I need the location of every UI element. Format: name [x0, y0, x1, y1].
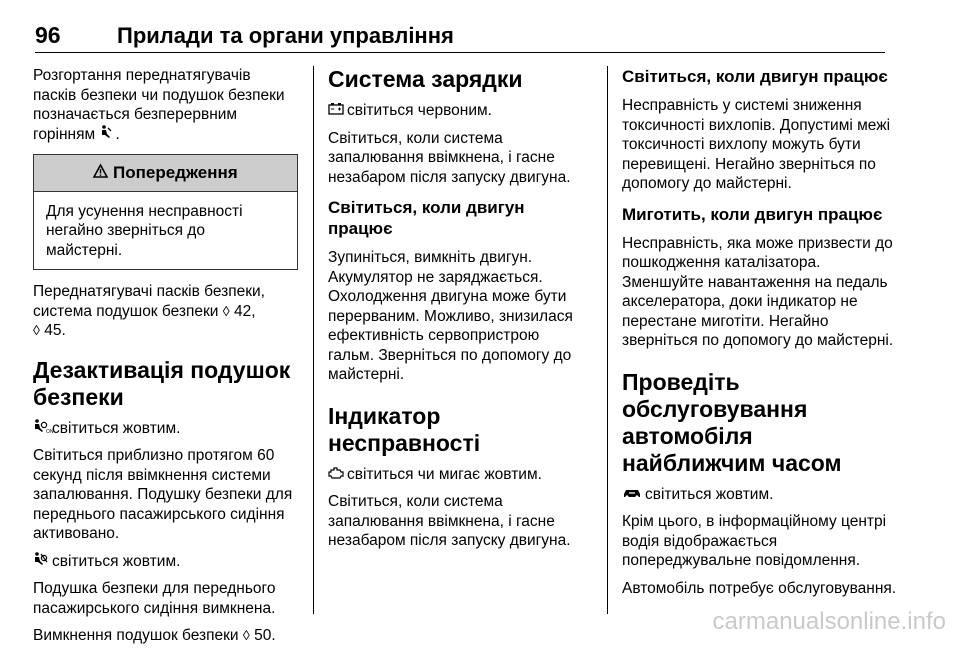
page-title: Прилади та органи управління: [117, 23, 454, 48]
engine-malfunction-icon: [328, 465, 344, 485]
page-ref[interactable]: 50.: [254, 627, 276, 644]
indicator-text: світиться червоним.: [347, 102, 492, 119]
column-1: [33, 66, 298, 654]
paragraph: Світиться, коли система запалювання ввімкнена, і гасне незабаром після запуску двигуна.: [328, 129, 571, 186]
indicator-text: світиться жовтим.: [52, 552, 181, 570]
warning-box: [33, 154, 298, 270]
paragraph: [622, 485, 897, 505]
page-ref[interactable]: 45.: [44, 322, 66, 339]
airbag-on-icon: [33, 419, 54, 439]
page-header: [35, 22, 885, 53]
section-heading: Дезактивація подушок безпеки: [33, 356, 291, 410]
airbag-off-icon: [33, 552, 49, 572]
page-ref-arrow-icon: ◊: [222, 302, 230, 319]
section-heading: Індикатор несправності: [328, 402, 481, 456]
column-divider: [607, 66, 608, 614]
column-3: [622, 66, 897, 606]
paragraph: [328, 101, 588, 121]
warning-header: [34, 155, 297, 192]
section-heading: Проведіть обслуговування автомобіля найближчим часом: [622, 368, 842, 476]
seatbelt-airbag-icon: [99, 125, 112, 145]
subheading: Світиться, коли двигун працює: [328, 198, 525, 238]
page-ref-arrow-icon: ◊: [242, 627, 250, 643]
paragraph: Зупиніться, вимкніть двигун. Акумулятор не заряджається. Охолодження двигуна може бути перерваним. Можливо, знизилася ефективність сервопристрою гальм. Зверніться по допомогу до майстерні.: [328, 249, 573, 383]
paragraph: [33, 419, 298, 439]
service-wrench-car-icon: [622, 485, 642, 505]
battery-icon: [328, 101, 344, 121]
paragraph: Крім цього, в інформаційному центрі водія відображається попереджувальне повідомлення.: [622, 513, 887, 569]
column-2: [328, 66, 588, 559]
paragraph: Подушка безпеки для переднього пасажирського сидіння вимкнена.: [33, 580, 276, 617]
paragraph: Світиться приблизно протягом 60 секунд після ввімкнення системи запалювання. Подушку безпеки для переднього пасажирського сидіння активовано.: [33, 447, 293, 542]
paragraph: Автомобіль потребує обслуговування.: [622, 579, 897, 597]
subheading: Світиться, коли двигун працює: [622, 67, 888, 86]
intro-text: Розгортання переднатягувачів пасків безпеки чи подушок безпеки позначається безперервним горінням: [33, 67, 285, 143]
paragraph: Світиться, коли система запалювання ввімкнена, і гасне незабаром після запуску двигуна.: [328, 493, 571, 549]
warning-triangle-icon: [93, 163, 113, 182]
warning-title: Попередження: [113, 163, 238, 182]
watermark: carmanualsonline.info: [712, 608, 946, 635]
paragraph: [33, 626, 298, 646]
paragraph: [328, 465, 588, 485]
section-heading: Система зарядки: [328, 66, 523, 92]
paragraph: Розгортання переднатягувачів пасків безпеки чи подушок безпеки позначається безперервним горінням .: [33, 67, 285, 143]
ref-text: Вимкнення подушок безпеки: [33, 627, 239, 644]
paragraph: [33, 552, 298, 572]
svg-text:ON: ON: [46, 428, 54, 435]
paragraph: Несправність у системі зниження токсичності вихлопів. Допустимі межі токсичності вихлопу можуть бути перевищені. Негайно зверніться по допомогу до майстерні.: [622, 97, 891, 192]
warning-text: Для усунення несправності негайно зверніться до майстерні.: [46, 202, 243, 259]
paragraph: [33, 282, 298, 341]
indicator-text: світиться жовтим.: [645, 485, 774, 503]
page-ref-arrow-icon: ◊: [33, 322, 40, 338]
column-divider: [313, 66, 314, 614]
indicator-text: світиться чи мигає жовтим.: [347, 465, 542, 483]
paragraph: Несправність, яка може призвести до пошкодження каталізатора. Зменшуйте навантаження на педаль акселератора, доки індикатор не перестане миготіти. Негайно зверніться по допомогу до майстерні.: [622, 234, 894, 349]
page-number: 96: [35, 22, 61, 48]
indicator-text: світиться жовтим.: [52, 419, 181, 437]
page-ref[interactable]: 42,: [234, 302, 256, 320]
ref-text: Переднатягувачі пасків безпеки, система подушок безпеки: [33, 283, 265, 320]
subheading: Миготить, коли двигун працює: [622, 204, 883, 224]
